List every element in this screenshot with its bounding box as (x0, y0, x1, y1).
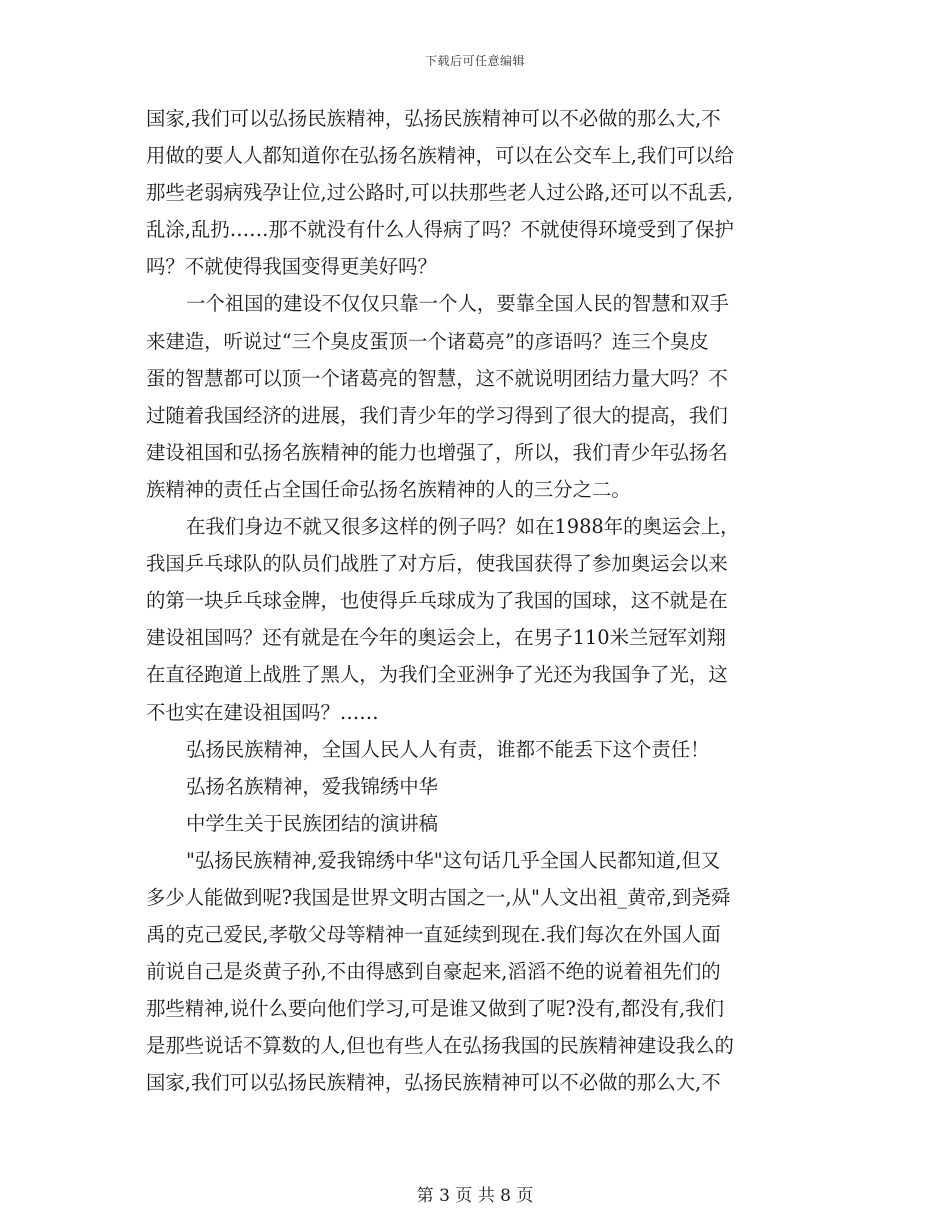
text-line: 吗？不就使得我国变得更美好吗？ (146, 255, 437, 279)
text-line: 是那些说话不算数的人,但也有些人在弘扬我国的民族精神建设我么的 (146, 1034, 734, 1058)
text-line: 在我们身边不就又很多这样的例子吗？如在1988年的奥运会上， (186, 515, 740, 539)
text-line: 弘扬民族精神，全国人民人人有责，谁都不能丢下这个责任！ (186, 737, 710, 761)
text-line: 用做的要人人都知道你在弘扬名族精神，可以在公交车上,我们可以给 (146, 144, 734, 168)
text-line: 多少人能做到呢?我国是世界文明古国之一,从"人文出祖_黄帝,到尧舜 (146, 885, 731, 909)
text-line: 我国乒乓球队的队员们战胜了对方后，使我国获得了参加奥运会以来 (146, 552, 728, 576)
text-line: 过随着我国经济的进展，我们青少年的学习得到了很大的提高，我们 (146, 403, 728, 427)
text-line: 建设祖国和弘扬名族精神的能力也增强了，所以，我们青少年弘扬名 (146, 440, 728, 464)
page-footer: 第 3 页 共 8 页 (416, 1186, 534, 1206)
text-line: "弘扬民族精神,爱我锦绣中华"这句话几乎全国人民都知道,但又 (186, 848, 721, 872)
text-line: 不也实在建设祖国吗？…… (146, 700, 379, 724)
text-line: 族精神的责任占全国任命弘扬名族精神的人的三分之二。 (146, 477, 631, 501)
text-line: 弘扬名族精神，爱我锦绣中华 (186, 774, 439, 798)
text-line: 国家,我们可以弘扬民族精神，弘扬民族精神可以不必做的那么大,不 (146, 107, 721, 130)
text-line: 前说自己是炎黄子孙,不由得感到自豪起来,滔滔不绝的说着祖先们的 (146, 960, 721, 984)
document-body (146, 100, 814, 1102)
text-line: 蛋的智慧都可以顶一个诸葛亮的智慧，这不就说明团结力量大吗？不 (146, 366, 728, 390)
text-line: 乱涂,乱扔……那不就没有什么人得病了吗？不就使得环境受到了保护 (146, 218, 734, 242)
text-line: 禹的克己爱民,孝敬父母等精神一直延续到现在.我们每次在外国人面 (146, 923, 721, 947)
page-header: 下载后可任意编辑 (424, 54, 525, 68)
text-line: 来建造，听说过“三个臭皮蛋顶一个诸葛亮”的彦语吗？连三个臭皮 (146, 329, 709, 353)
text-line: 那些老弱病残孕让位,过公路时,可以扶那些老人过公路,还可以不乱丢, (146, 181, 733, 205)
text-line: 那些精神,说什么要向他们学习,可是谁又做到了呢?没有,都没有,我们 (146, 997, 724, 1021)
text-line: 国家,我们可以弘扬民族精神，弘扬民族精神可以不必做的那么大,不 (146, 1071, 721, 1095)
text-line: 中学生关于民族团结的演讲稿 (186, 811, 439, 835)
text-line: 建设祖国吗？还有就是在今年的奥运会上，在男子110米兰冠军刘翔 (146, 626, 726, 650)
text-line: 一个祖国的建设不仅仅只靠一个人，要靠全国人民的智慧和双手 (186, 292, 729, 316)
text-line: 的第一块乒乓球金牌，也使得乒乓球成为了我国的国球，这不就是在 (146, 589, 728, 613)
text-line: 在直径跑道上战胜了黑人，为我们全亚洲争了光还为我国争了光，这 (146, 663, 728, 687)
